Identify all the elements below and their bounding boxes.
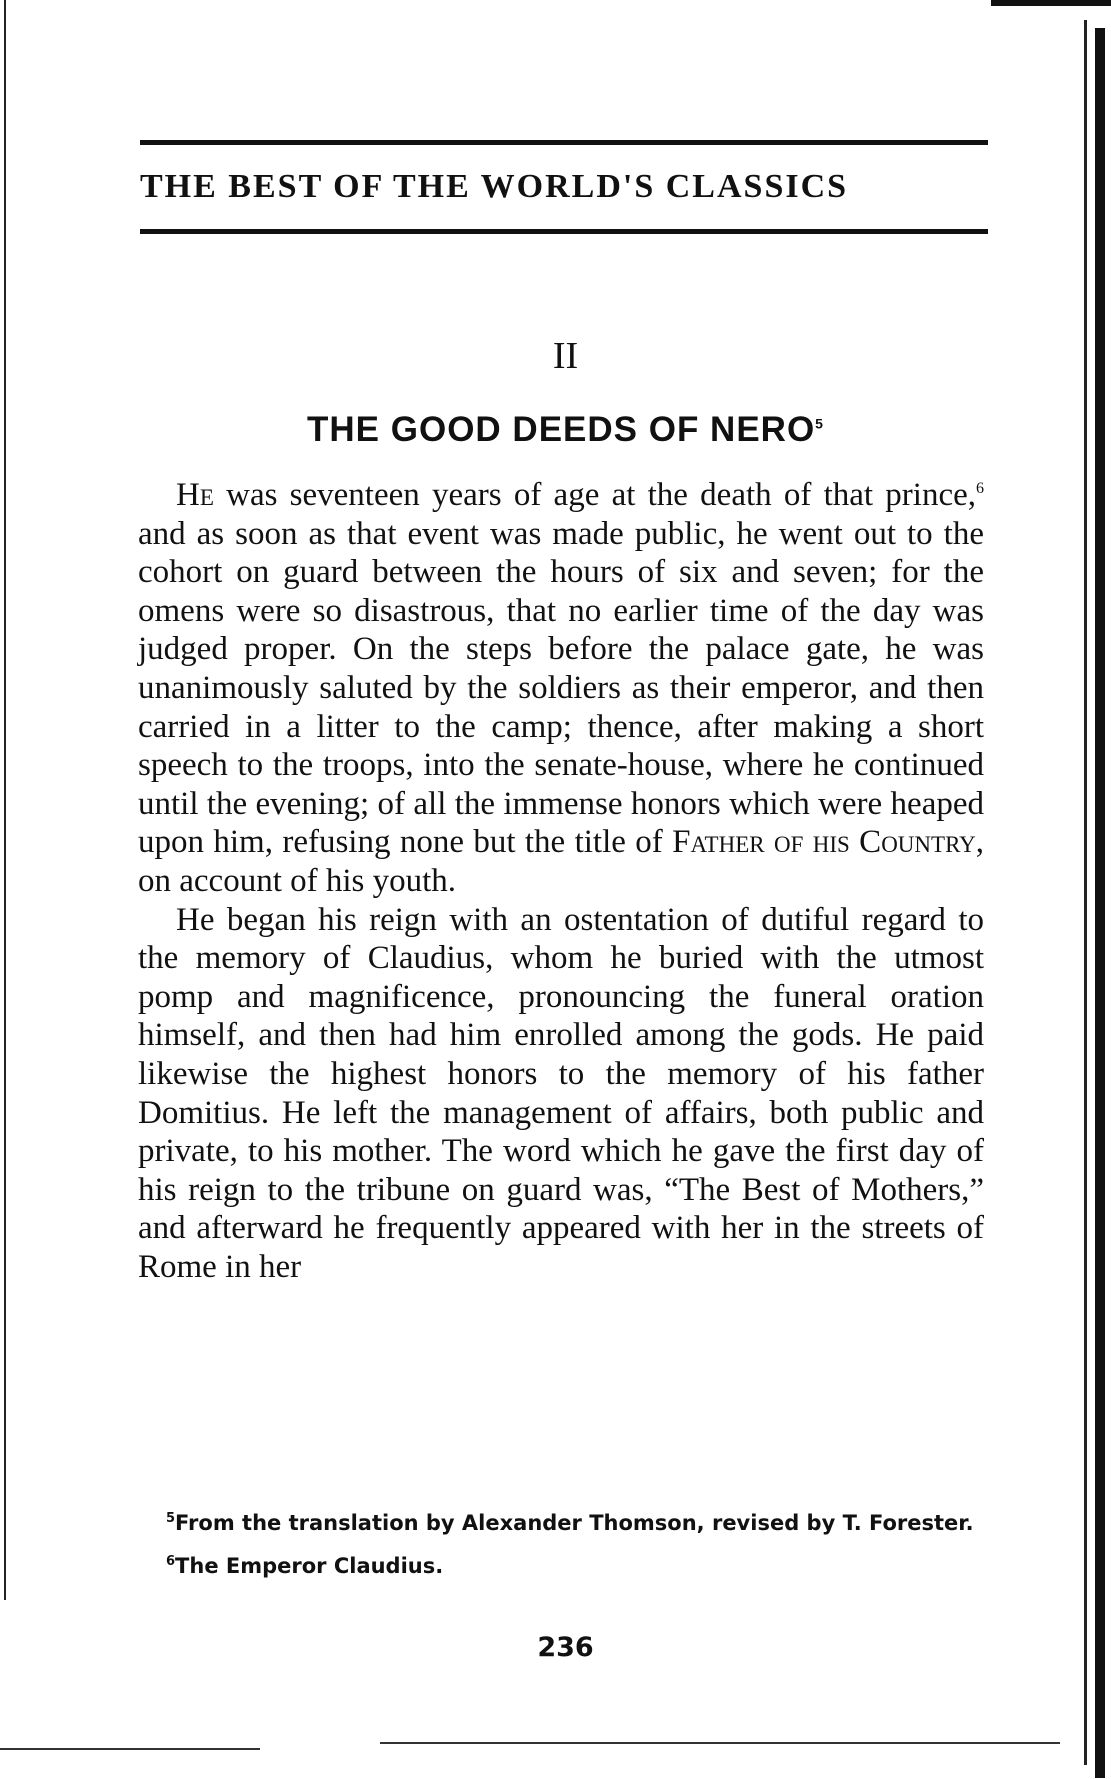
page-top-edge [991, 0, 1111, 6]
footnote-2-mark: 6 [166, 1554, 176, 1569]
paragraph-1-lead: He [176, 477, 214, 513]
page-left-edge [4, 0, 6, 1600]
paragraph-2: He began his reign with an ostentation of dutiful regard to the memory of Claudius, whom he buried with the utmost pomp and magnificence, pronouncing the funeral oration himself, and then had him enrolled among the gods. He paid likewise the highest honors to the memory of his father Domitius. He left the management of affairs, both public and private, to his mother. The word which he gave the first day of his reign to the tribune on guard was, “The Best of Mothers,” and afterward he frequently appeared with her in the streets of Rome in her [138, 901, 984, 1285]
header-rule-bottom [140, 229, 988, 234]
running-header: THE BEST OF THE WORLD'S CLASSICS [140, 168, 849, 205]
paragraph-1-part1: was seventeen years of age at the death of that prince, [213, 477, 976, 513]
chapter-footnote-ref: 5 [815, 415, 824, 432]
page-number: 236 [537, 1632, 594, 1663]
header-rule-top [140, 140, 988, 145]
footnote-2 [138, 1551, 984, 1582]
page-right-edge-inner [1084, 20, 1087, 1765]
paragraph-1-part2: and as soon as that event was made public, he went out to the cohort on guard between the hours of six and seven; for the omens were so disastrous, that no earlier time of the day was judged proper. On the steps before the palace gate, he was unanimously saluted by the soldiers as their emperor, and then carried in a litter to the camp; thence, after making a short speech to the troops, into the senate-house, where he continued until the evening; of all the immense honors which were heaped upon him, refusing none but the title of [138, 515, 984, 861]
footnote-1-text: From the translation by Alexander Thomson, revised by T. Forester. [175, 1511, 974, 1535]
page-bottom-edge-left [0, 1748, 260, 1750]
footnote-2-text: The Emperor Claudius. [175, 1554, 444, 1578]
footnote-ref-6: 6 [976, 480, 984, 497]
chapter-title-text: THE GOOD DEEDS OF NERO [307, 410, 816, 449]
footnote-1 [138, 1508, 984, 1539]
chapter-number: II [552, 335, 579, 377]
page-right-edge [1095, 28, 1105, 1778]
footnote-1-mark: 5 [166, 1511, 176, 1526]
paragraph-1 [138, 476, 984, 901]
paragraph-1-title: Father of his Country [672, 824, 976, 861]
footnotes [138, 1508, 984, 1582]
body-text [138, 476, 984, 1286]
paragraph-1-part3: , on account of his youth. [138, 824, 984, 899]
page-bottom-edge-right [380, 1742, 1060, 1744]
chapter-title [0, 410, 1111, 450]
